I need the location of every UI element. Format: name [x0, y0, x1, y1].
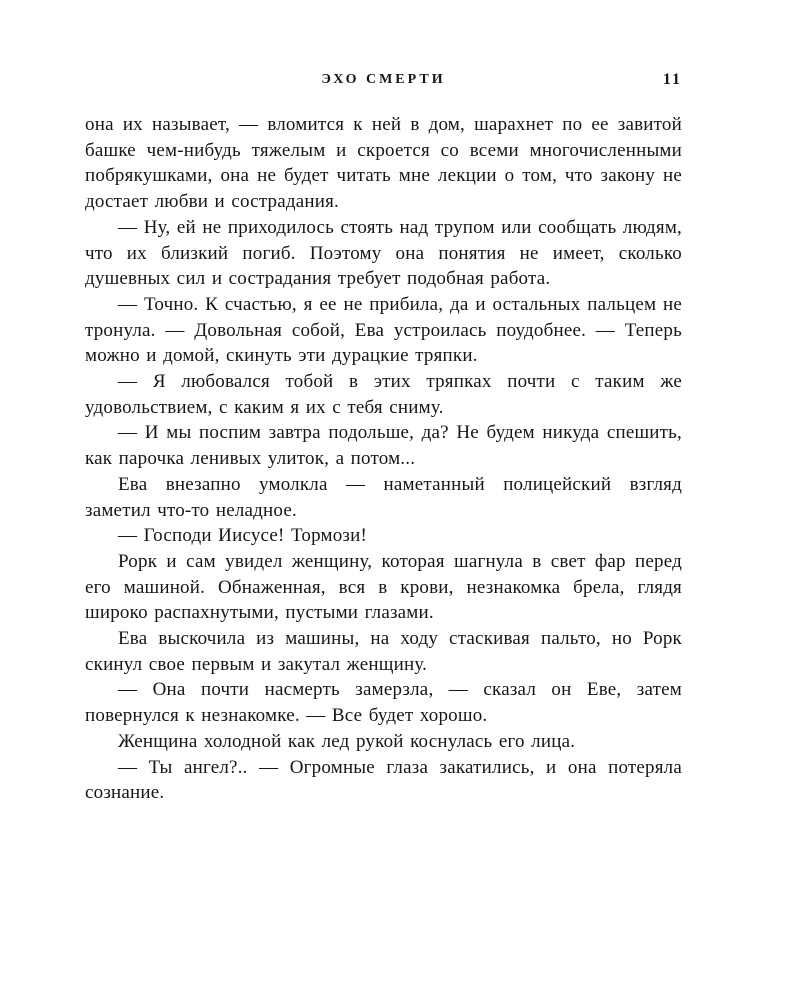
- paragraph: она их называет, — вломится к ней в дом, шарахнет по ее завитой башке чем-нибудь тяжелым и скроется со всеми многочисленными побрякушками, она не будет читать мне лекции о том, что закону не достает любви и сострадания.: [85, 114, 682, 213]
- paragraph: — Точно. К счастью, я ее не прибила, да и остальных пальцем не тронула. — Довольная собой, Ева устроилась поудобнее. — Теперь можно и домой, скинуть эти дурацкие тряпки.: [85, 293, 682, 367]
- paragraph: Рорк и сам увидел женщину, которая шагнула в свет фар перед его машиной. Обнаженная, вся в крови, незнакомка брела, глядя широко распахнутыми, пустыми глазами.: [85, 550, 682, 624]
- page-header: [85, 72, 682, 94]
- paragraph: — Я любовался тобой в этих тряпках почти с таким же удовольствием, с каким я их с тебя сниму.: [85, 371, 682, 418]
- running-title: ЭХО СМЕРТИ: [321, 72, 446, 87]
- paragraph: Ева выскочила из машины, на ходу стаскивая пальто, но Рорк скинул свое первым и закутал женщину.: [85, 628, 682, 675]
- paragraph: — И мы поспим завтра подольше, да? Не будем никуда спешить, как парочка ленивых улиток, а потом...: [85, 422, 682, 470]
- paragraph: Женщина холодной как лед рукой коснулась его лица.: [118, 730, 576, 752]
- page-text: [85, 112, 682, 806]
- paragraph: Ева внезапно умолкла — наметанный полицейский взгляд заметил что-то неладное.: [85, 473, 682, 521]
- paragraph: — Ну, ей не приходилось стоять над трупом или сообщать людям, что их близкий погиб. Поэтому она понятия не имеет, сколько душевных сил и сострадания требует подобная работа.: [85, 216, 682, 290]
- paragraph: — Господи Иисусе! Тормози!: [118, 525, 368, 547]
- paragraph: — Ты ангел?.. — Огромные глаза закатились, и она потеряла сознание.: [85, 756, 682, 804]
- paragraph: — Она почти насмерть замерзла, — сказал он Еве, затем повернулся к незнакомке. — Все будет хорошо.: [85, 679, 682, 727]
- page-number: 11: [662, 71, 682, 88]
